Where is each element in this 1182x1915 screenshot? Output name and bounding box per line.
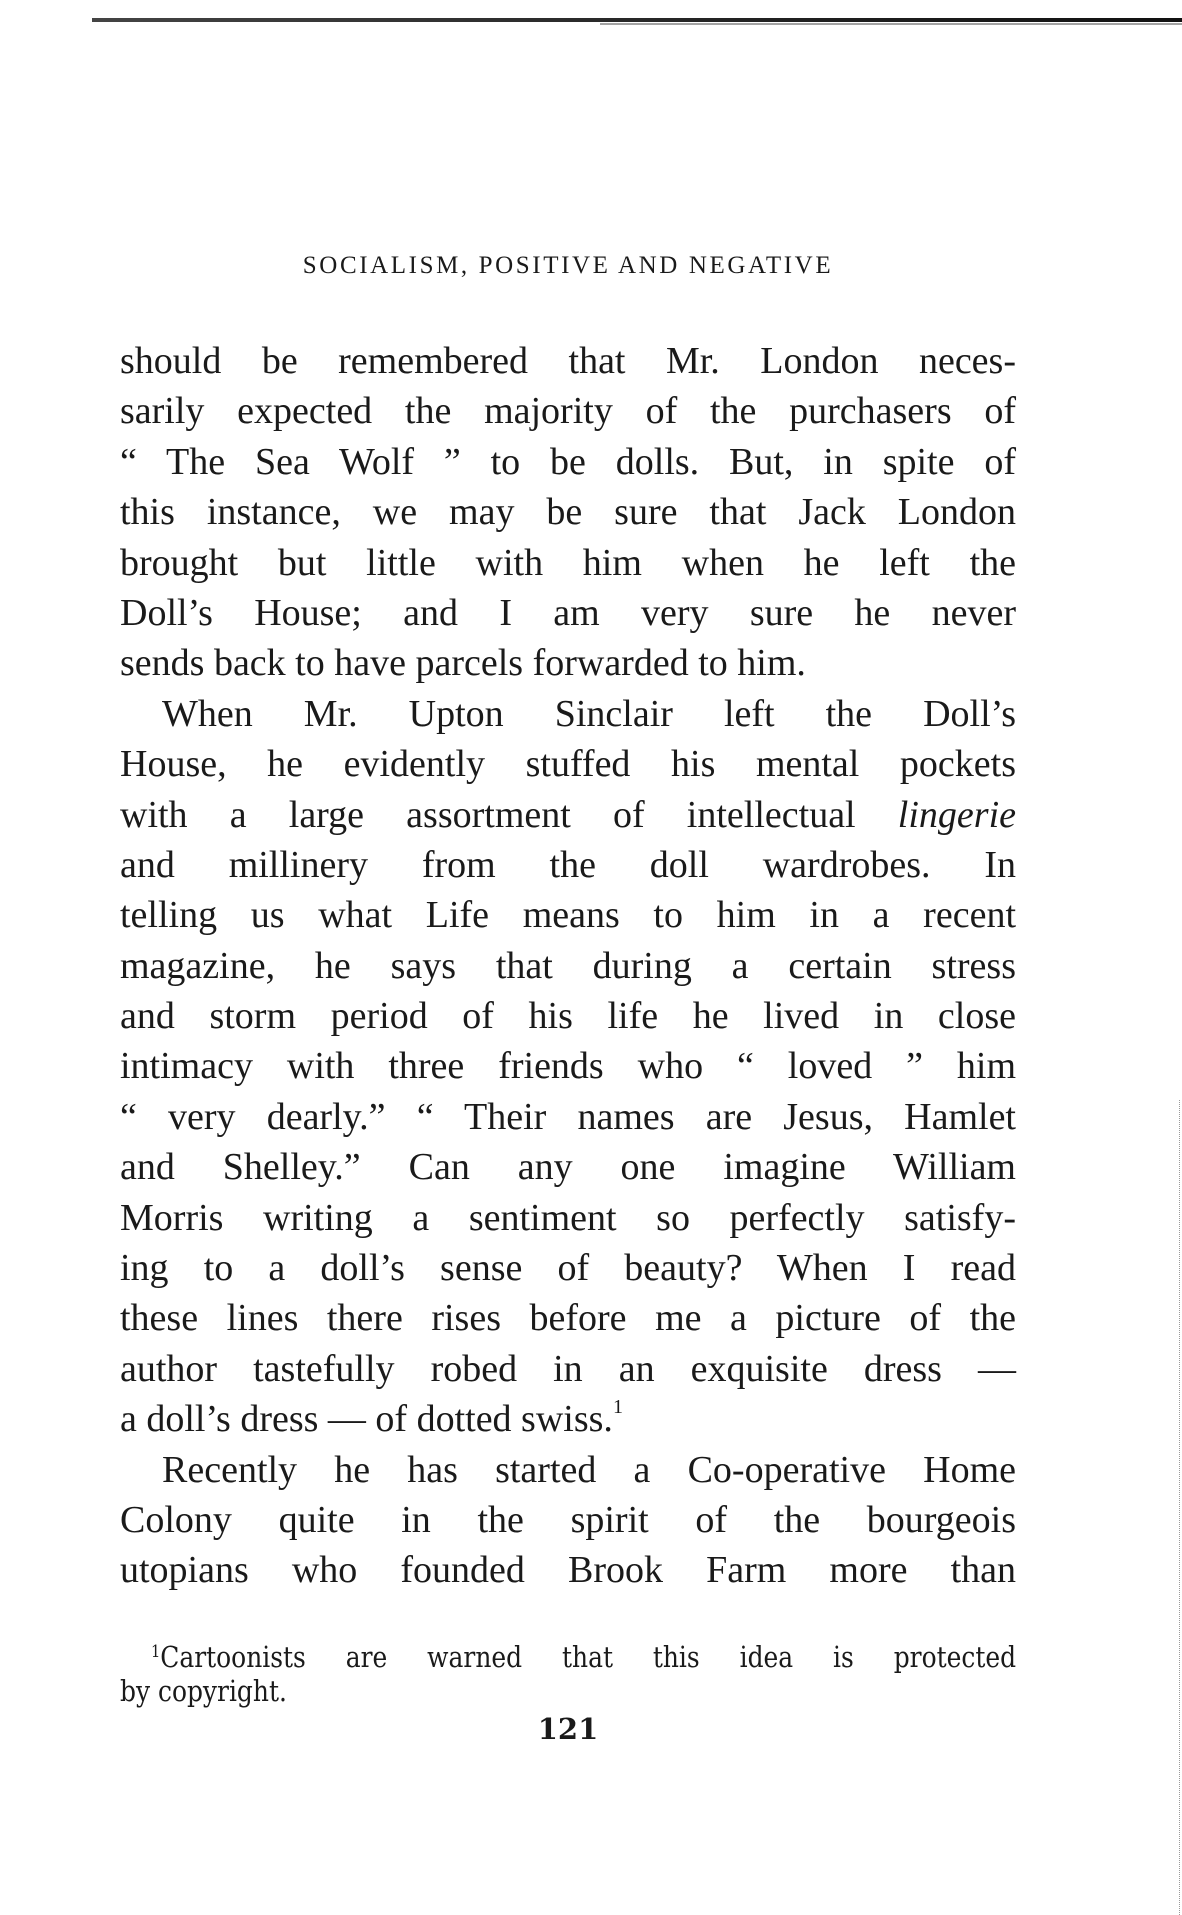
text-line (120, 336, 1016, 386)
text-line (120, 487, 1016, 537)
text-line (120, 1344, 1016, 1394)
text-segment: brought but little with him when he left the (120, 541, 1016, 584)
text-line (120, 890, 1016, 940)
italic-text: lingerie (897, 793, 1016, 836)
footnote-marker: 1 (150, 1642, 161, 1662)
top-rule (92, 18, 1182, 22)
text-segment: House, he evidently stuffed his mental pockets (120, 743, 1016, 786)
text-segment: Colony quite in the spirit of the bourgeois (120, 1498, 1016, 1541)
text-line (120, 538, 1016, 588)
text-segment: a doll’s dress — of dotted swiss. (120, 1398, 613, 1441)
text-line (120, 1394, 1016, 1444)
footnote (120, 1640, 1016, 1708)
text-line (120, 1243, 1016, 1293)
text-segment: magazine, he says that during a certain stress (120, 944, 1016, 987)
text-line (120, 1545, 1016, 1595)
text-line (120, 437, 1016, 487)
footnote-text: by copyright. (120, 1674, 287, 1708)
text-segment: sarily expected the majority of the purchasers of (120, 390, 1016, 433)
text-line (120, 941, 1016, 991)
text-line (120, 1193, 1016, 1243)
text-line (120, 739, 1016, 789)
text-segment: utopians who founded Brook Farm more than (120, 1549, 1016, 1592)
body-text (120, 336, 1016, 1596)
text-segment: intimacy with three friends who “ loved ” him (120, 1045, 1016, 1088)
text-segment: Doll’s House; and I am very sure he never (120, 591, 1016, 634)
text-segment: and Shelley.” Can any one imagine William (120, 1146, 1016, 1189)
text-segment: this instance, we may be sure that Jack London (120, 491, 1016, 534)
page-edge (1178, 1100, 1180, 1915)
page-number: 121 (537, 1712, 599, 1746)
text-segment: and millinery from the doll wardrobes. In (120, 843, 1016, 886)
footnote-reference: 1 (612, 1396, 623, 1419)
text-line (120, 638, 1016, 688)
text-segment: should be remembered that Mr. London neces- (120, 340, 1016, 382)
text-segment: these lines there rises before me a picture of the (120, 1297, 1016, 1340)
footnote-line (120, 1640, 1016, 1674)
text-segment: and storm period of his life he lived in close (120, 995, 1016, 1038)
text-line (120, 1293, 1016, 1343)
text-segment: When Mr. Upton Sinclair left the Doll’s (162, 692, 1016, 735)
text-line (120, 840, 1016, 890)
footnote-text: Cartoonists are warned that this idea is protected (160, 1640, 1017, 1674)
text-segment: sends back to have parcels forwarded to him. (120, 642, 806, 685)
text-segment: telling us what Life means to him in a recent (120, 894, 1016, 937)
running-head: SOCIALISM, POSITIVE AND NEGATIVE (302, 252, 834, 279)
text-line (120, 1092, 1016, 1142)
text-segment: Morris writing a sentiment so perfectly satisfy- (120, 1196, 1016, 1239)
text-line (120, 1041, 1016, 1091)
text-segment: ing to a doll’s sense of beauty? When I read (120, 1247, 1016, 1290)
text-line (120, 386, 1016, 436)
top-rule-shadow (600, 23, 1182, 25)
text-line (120, 588, 1016, 638)
text-segment: with a large assortment of intellectual (120, 793, 898, 836)
text-line (120, 1142, 1016, 1192)
text-line (120, 790, 1016, 840)
footnote-line (120, 1674, 1016, 1708)
text-line (120, 689, 1016, 739)
text-line (120, 1445, 1016, 1495)
text-line (120, 1495, 1016, 1545)
text-segment: Recently he has started a Co-operative Home (162, 1448, 1016, 1491)
text-segment: “ The Sea Wolf ” to be dolls. But, in spite of (120, 440, 1016, 483)
text-line (120, 991, 1016, 1041)
text-segment: “ very dearly.” “ Their names are Jesus, Hamlet (120, 1095, 1016, 1138)
text-segment: author tastefully robed in an exquisite dress — (120, 1347, 1016, 1390)
